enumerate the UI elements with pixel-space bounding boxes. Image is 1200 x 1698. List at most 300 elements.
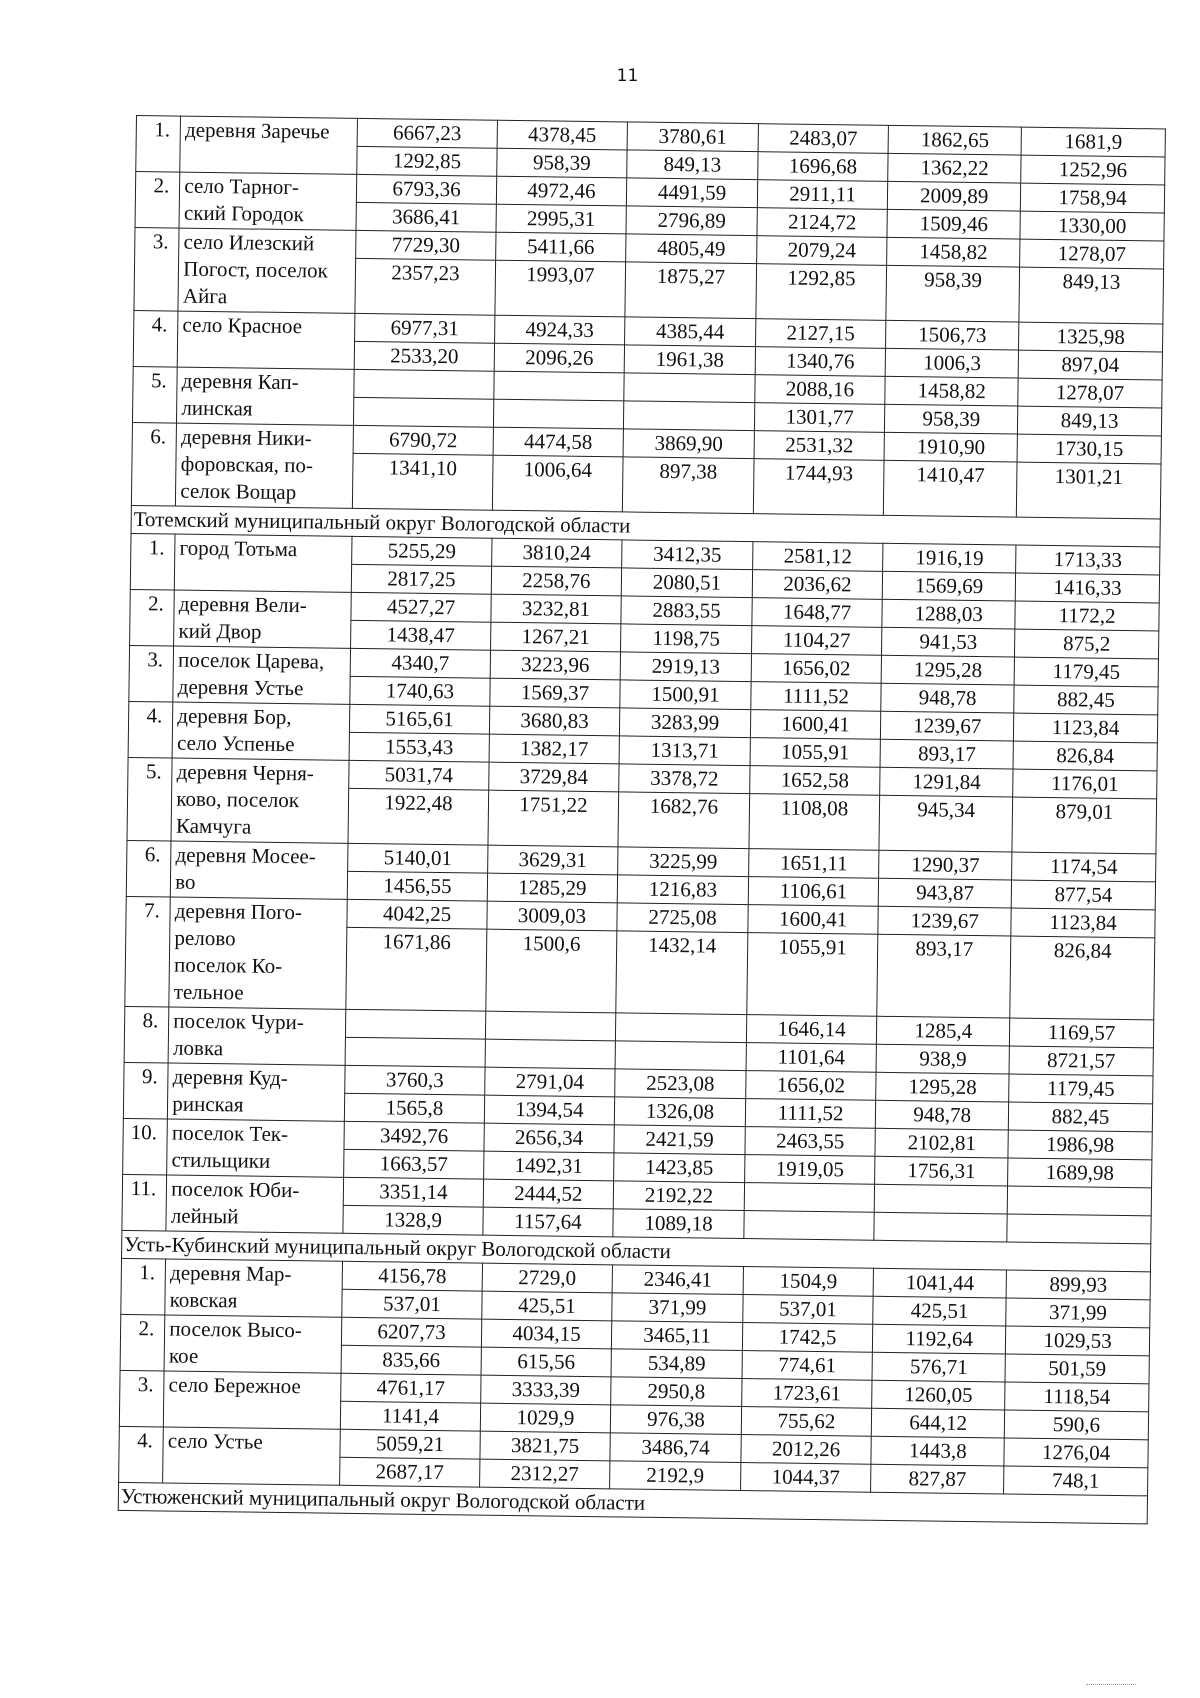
value-cell: 1438,47 xyxy=(351,620,491,650)
value-cell: 3686,41 xyxy=(356,202,496,232)
value-cell: 1492,31 xyxy=(483,1151,614,1181)
value-cell: 3821,75 xyxy=(480,1431,611,1461)
value-cell: 5059,21 xyxy=(340,1429,480,1459)
value-cell: 774,61 xyxy=(742,1351,873,1381)
value-cell: 1041,44 xyxy=(873,1268,1006,1298)
value-cell: 1756,31 xyxy=(875,1156,1008,1186)
value-cell xyxy=(624,373,755,403)
value-cell: 958,39 xyxy=(496,148,627,178)
row-number: 10. xyxy=(123,1118,168,1175)
value-cell: 897,04 xyxy=(1018,350,1162,380)
value-cell: 4034,15 xyxy=(481,1319,612,1349)
value-cell: 371,99 xyxy=(612,1293,743,1323)
settlement-name: село Илезский Погост, поселок Айга xyxy=(178,228,356,313)
value-cell: 897,38 xyxy=(623,457,754,514)
value-cell: 1713,33 xyxy=(1016,545,1160,575)
settlement-name: деревня Вели- кий Двор xyxy=(174,590,352,648)
value-cell: 976,38 xyxy=(611,1405,742,1435)
settlement-name: деревня Ники- форовская, по- селок Вощар xyxy=(176,423,354,508)
value-cell: 6790,72 xyxy=(353,425,493,455)
value-cell: 1922,48 xyxy=(348,788,488,845)
row-number: 4. xyxy=(133,310,178,367)
value-cell: 5165,61 xyxy=(350,704,490,734)
value-cell: 2883,55 xyxy=(621,596,752,626)
value-cell: 1089,18 xyxy=(613,1209,744,1239)
value-cell: 1278,07 xyxy=(1018,378,1162,408)
value-cell: 1723,61 xyxy=(741,1379,872,1409)
row-number: 6. xyxy=(131,422,176,506)
value-cell: 6977,31 xyxy=(355,313,495,343)
value-cell: 748,1 xyxy=(1004,1466,1148,1496)
value-cell xyxy=(1007,1214,1151,1244)
value-cell: 2995,31 xyxy=(496,204,627,234)
value-cell: 2911,11 xyxy=(757,180,888,210)
value-cell xyxy=(354,397,494,427)
value-cell: 827,87 xyxy=(871,1464,1004,1494)
value-cell: 4761,17 xyxy=(341,1373,481,1403)
value-cell: 1919,05 xyxy=(744,1155,875,1185)
value-cell: 6793,36 xyxy=(357,174,497,204)
value-cell: 2533,20 xyxy=(354,341,494,371)
value-cell: 1681,9 xyxy=(1021,127,1165,157)
value-cell: 1509,46 xyxy=(887,209,1020,239)
value-cell xyxy=(354,369,494,399)
value-cell: 1432,14 xyxy=(616,931,748,1015)
value-cell xyxy=(616,1013,747,1043)
value-cell: 1648,77 xyxy=(752,598,883,628)
row-number: 6. xyxy=(126,840,171,897)
value-cell: 1656,02 xyxy=(751,654,882,684)
value-cell: 2531,32 xyxy=(754,431,885,461)
value-cell: 537,01 xyxy=(743,1295,874,1325)
value-cell: 2463,55 xyxy=(745,1127,876,1157)
row-number: 5. xyxy=(127,757,172,841)
value-cell: 1328,9 xyxy=(343,1205,483,1235)
page-number: 11 xyxy=(616,66,639,86)
value-cell: 1326,08 xyxy=(615,1097,746,1127)
tariff-table xyxy=(118,115,1166,1524)
value-cell: 1176,01 xyxy=(1013,769,1157,799)
value-cell: 1394,54 xyxy=(484,1095,615,1125)
value-cell: 2009,89 xyxy=(888,181,1021,211)
value-cell: 3810,24 xyxy=(491,538,622,568)
row-number: 1. xyxy=(121,1258,166,1315)
value-cell: 1291,84 xyxy=(880,767,1013,797)
value-cell: 1730,15 xyxy=(1017,434,1161,464)
value-cell: 1301,21 xyxy=(1016,462,1161,519)
value-cell: 2080,51 xyxy=(621,568,752,598)
value-cell: 893,17 xyxy=(880,739,1013,769)
value-cell: 1006,64 xyxy=(492,455,623,512)
value-cell: 2950,8 xyxy=(611,1377,742,1407)
value-cell: 1055,91 xyxy=(747,933,879,1017)
value-cell: 1652,58 xyxy=(749,766,880,796)
value-cell: 882,45 xyxy=(1014,685,1158,715)
value-cell xyxy=(624,401,755,431)
value-cell: 1055,91 xyxy=(750,738,881,768)
value-cell: 1875,27 xyxy=(625,262,756,319)
row-number: 8. xyxy=(124,1006,169,1063)
row-number: 2. xyxy=(130,589,175,646)
value-cell: 1569,37 xyxy=(489,678,620,708)
value-cell: 4972,46 xyxy=(496,176,627,206)
value-cell xyxy=(346,1009,486,1039)
value-cell: 1295,28 xyxy=(881,655,1014,685)
value-cell: 2124,72 xyxy=(757,208,888,238)
value-cell: 1504,9 xyxy=(743,1267,874,1297)
value-cell: 5411,66 xyxy=(495,232,626,262)
value-cell: 1141,4 xyxy=(341,1401,481,1431)
value-cell: 1252,96 xyxy=(1021,155,1165,185)
value-cell: 3378,72 xyxy=(619,764,750,794)
value-cell: 1290,37 xyxy=(879,850,1012,880)
settlement-name: поселок Юби- лейный xyxy=(166,1175,344,1233)
value-cell: 3009,03 xyxy=(487,901,618,931)
value-cell: 849,13 xyxy=(1019,267,1164,324)
value-cell xyxy=(875,1184,1008,1214)
value-cell xyxy=(615,1041,746,1071)
value-cell: 1689,98 xyxy=(1008,1158,1152,1188)
section-title: Устюженский муниципальный округ Вологодской области xyxy=(118,1482,1147,1523)
row-number: 3. xyxy=(119,1370,164,1427)
value-cell: 4156,78 xyxy=(342,1261,482,1291)
value-cell: 1104,27 xyxy=(751,626,882,656)
value-cell: 8721,57 xyxy=(1009,1046,1153,1076)
value-cell: 576,71 xyxy=(872,1352,1005,1382)
value-cell: 1313,71 xyxy=(619,736,750,766)
value-cell: 2817,25 xyxy=(352,564,492,594)
value-cell: 1111,52 xyxy=(745,1099,876,1129)
value-cell: 1340,76 xyxy=(755,347,886,377)
value-cell xyxy=(485,1011,616,1041)
value-cell: 1123,84 xyxy=(1011,908,1155,938)
value-cell: 1500,91 xyxy=(620,680,751,710)
value-cell: 1179,45 xyxy=(1009,1074,1153,1104)
value-cell: 1506,73 xyxy=(886,320,1019,350)
settlement-name: город Тотьма xyxy=(175,534,353,592)
settlement-name: село Тарног- ский Городок xyxy=(179,172,357,230)
value-cell: 1174,54 xyxy=(1012,852,1156,882)
value-cell xyxy=(744,1183,875,1213)
value-cell: 1382,17 xyxy=(489,734,620,764)
value-cell: 1267,21 xyxy=(490,622,621,652)
value-cell: 1458,82 xyxy=(887,237,1020,267)
value-cell: 1565,8 xyxy=(345,1093,485,1123)
value-cell: 1751,22 xyxy=(488,790,619,847)
value-cell: 943,87 xyxy=(879,878,1012,908)
value-cell: 1362,22 xyxy=(888,153,1021,183)
settlement-name: деревня Пого- релово поселок Ко- тельное xyxy=(169,897,347,1009)
value-cell: 1239,67 xyxy=(881,711,1014,741)
row-number: 4. xyxy=(128,701,173,758)
row-number: 1. xyxy=(136,116,181,173)
value-cell: 615,56 xyxy=(481,1347,612,1377)
value-cell: 4527,27 xyxy=(351,592,491,622)
row-number: 4. xyxy=(119,1426,164,1483)
value-cell: 1682,76 xyxy=(618,792,749,849)
value-cell: 2079,24 xyxy=(756,236,887,266)
value-cell: 3780,61 xyxy=(627,122,758,152)
row-number: 5. xyxy=(132,366,177,423)
value-cell: 537,01 xyxy=(342,1289,482,1319)
value-cell: 1157,64 xyxy=(483,1207,614,1237)
row-number: 2. xyxy=(135,172,180,229)
value-cell: 3351,14 xyxy=(344,1177,484,1207)
value-cell: 371,99 xyxy=(1006,1298,1150,1328)
value-cell: 2656,34 xyxy=(484,1123,615,1153)
value-cell: 1646,14 xyxy=(746,1015,877,1045)
value-cell: 1239,67 xyxy=(878,906,1011,936)
value-cell: 1569,69 xyxy=(883,571,1016,601)
value-cell: 2088,16 xyxy=(755,375,886,405)
row-number: 3. xyxy=(134,227,179,311)
value-cell: 879,01 xyxy=(1012,797,1157,854)
value-cell: 1330,00 xyxy=(1020,211,1164,241)
value-cell: 849,13 xyxy=(1017,406,1161,436)
settlement-name: село Устье xyxy=(163,1427,341,1485)
settlement-name: деревня Куд- ринская xyxy=(168,1063,346,1121)
value-cell: 3869,90 xyxy=(623,429,754,459)
row-number: 2. xyxy=(120,1314,165,1371)
value-cell: 826,84 xyxy=(1013,741,1157,771)
row-number: 11. xyxy=(122,1174,167,1231)
value-cell: 2687,17 xyxy=(340,1457,480,1487)
value-cell: 2729,0 xyxy=(482,1263,613,1293)
value-cell: 882,45 xyxy=(1008,1102,1152,1132)
value-cell: 1216,83 xyxy=(617,875,748,905)
value-cell: 1006,3 xyxy=(885,348,1018,378)
value-cell: 941,53 xyxy=(882,627,1015,657)
value-cell: 1111,52 xyxy=(751,682,882,712)
value-cell: 1961,38 xyxy=(624,345,755,375)
value-cell: 948,78 xyxy=(881,683,1014,713)
value-cell: 1295,28 xyxy=(876,1072,1009,1102)
value-cell: 755,62 xyxy=(741,1407,872,1437)
value-cell: 877,54 xyxy=(1011,880,1155,910)
settlement-name: поселок Высо- кое xyxy=(164,1315,342,1373)
value-cell: 1651,11 xyxy=(748,849,879,879)
value-cell: 835,66 xyxy=(341,1345,481,1375)
value-cell: 4491,59 xyxy=(627,178,758,208)
value-cell: 2725,08 xyxy=(617,903,748,933)
value-cell: 849,13 xyxy=(627,150,758,180)
value-cell: 3729,84 xyxy=(488,762,619,792)
value-cell: 5031,74 xyxy=(349,760,489,790)
value-cell: 1410,47 xyxy=(884,460,1017,517)
value-cell: 2192,9 xyxy=(610,1461,741,1491)
value-cell: 3492,76 xyxy=(344,1121,484,1151)
value-cell: 2102,81 xyxy=(875,1128,1008,1158)
value-cell: 958,39 xyxy=(885,404,1018,434)
value-cell: 1029,9 xyxy=(480,1403,611,1433)
value-cell: 1663,57 xyxy=(344,1149,484,1179)
value-cell: 4378,45 xyxy=(497,120,628,150)
value-cell: 590,6 xyxy=(1004,1410,1148,1440)
value-cell: 4042,25 xyxy=(347,899,487,929)
settlement-name: деревня Кап- линская xyxy=(177,367,355,425)
value-cell: 893,17 xyxy=(877,934,1011,1018)
value-cell: 1740,63 xyxy=(350,676,490,706)
value-cell: 3225,99 xyxy=(618,847,749,877)
value-cell: 875,2 xyxy=(1015,629,1159,659)
value-cell: 6207,73 xyxy=(342,1317,482,1347)
value-cell: 7729,30 xyxy=(356,230,496,260)
settlement-name: деревня Мосее- во xyxy=(171,841,349,899)
value-cell: 3223,96 xyxy=(490,650,621,680)
value-cell: 3680,83 xyxy=(489,706,620,736)
value-cell: 2127,15 xyxy=(755,319,886,349)
settlement-name: село Бережное xyxy=(164,1371,342,1429)
value-cell: 425,51 xyxy=(481,1291,612,1321)
value-cell: 1169,57 xyxy=(1009,1018,1153,1048)
value-cell: 1744,93 xyxy=(753,459,884,516)
value-cell: 1192,64 xyxy=(873,1324,1006,1354)
value-cell: 4385,44 xyxy=(625,317,756,347)
value-cell: 938,9 xyxy=(876,1044,1009,1074)
value-cell: 2036,62 xyxy=(752,570,883,600)
value-cell: 1456,55 xyxy=(348,871,488,901)
scan-mark xyxy=(1086,1684,1136,1698)
value-cell: 1341,10 xyxy=(353,453,493,510)
value-cell: 4474,58 xyxy=(493,427,624,457)
value-cell: 2421,59 xyxy=(614,1125,745,1155)
settlement-name: деревня Черня- ково, поселок Камчуга xyxy=(171,758,349,843)
settlement-name: деревня Мар- ковская xyxy=(165,1259,343,1317)
value-cell: 2192,22 xyxy=(613,1181,744,1211)
row-number: 3. xyxy=(129,645,174,702)
value-cell: 2096,26 xyxy=(494,343,625,373)
value-cell: 958,39 xyxy=(886,265,1019,322)
value-cell: 1671,86 xyxy=(346,927,486,1011)
value-cell: 501,59 xyxy=(1005,1354,1149,1384)
value-cell: 1044,37 xyxy=(740,1463,871,1493)
value-cell: 6667,23 xyxy=(357,118,497,148)
row-number: 9. xyxy=(123,1062,168,1119)
value-cell: 2919,13 xyxy=(620,652,751,682)
value-cell xyxy=(493,371,624,401)
value-cell: 4924,33 xyxy=(494,315,625,345)
value-cell: 5255,29 xyxy=(352,536,492,566)
value-cell: 2483,07 xyxy=(758,124,889,154)
value-cell xyxy=(485,1039,616,1069)
value-cell: 1696,68 xyxy=(757,152,888,182)
value-cell: 826,84 xyxy=(1010,936,1155,1020)
value-cell: 1656,02 xyxy=(745,1071,876,1101)
value-cell: 899,93 xyxy=(1006,1270,1150,1300)
value-cell: 1029,53 xyxy=(1005,1326,1149,1356)
value-cell: 1172,2 xyxy=(1015,601,1159,631)
value-cell: 4805,49 xyxy=(626,234,757,264)
value-cell: 3232,81 xyxy=(491,594,622,624)
value-cell: 2796,89 xyxy=(626,206,757,236)
value-cell: 2312,27 xyxy=(479,1459,610,1489)
value-cell: 1301,77 xyxy=(754,403,885,433)
value-cell: 2346,41 xyxy=(612,1265,743,1295)
row-number: 7. xyxy=(125,896,171,1007)
value-cell: 1458,82 xyxy=(885,376,1018,406)
value-cell: 1285,29 xyxy=(487,873,618,903)
value-cell: 2444,52 xyxy=(483,1179,614,1209)
value-cell: 5140,01 xyxy=(348,843,488,873)
settlement-name: поселок Чури- ловка xyxy=(168,1007,346,1065)
value-cell: 1916,19 xyxy=(883,543,1016,573)
settlement-name: село Красное xyxy=(177,311,355,369)
value-cell: 1993,07 xyxy=(495,260,626,317)
value-cell: 2581,12 xyxy=(752,542,883,572)
value-cell: 2357,23 xyxy=(355,258,495,315)
value-cell: 1288,03 xyxy=(882,599,1015,629)
value-cell: 3629,31 xyxy=(487,845,618,875)
value-cell: 1276,04 xyxy=(1004,1438,1148,1468)
value-cell: 1416,33 xyxy=(1015,573,1159,603)
value-cell: 1108,08 xyxy=(749,794,880,851)
value-cell: 1758,94 xyxy=(1020,183,1164,213)
value-cell: 1553,43 xyxy=(349,732,489,762)
settlement-name: поселок Царева, деревня Устье xyxy=(173,646,351,704)
value-cell: 3465,11 xyxy=(612,1321,743,1351)
section-title: Тотемский муниципальный округ Вологодской области xyxy=(131,505,1160,546)
value-cell: 1118,54 xyxy=(1005,1382,1149,1412)
value-cell: 4340,7 xyxy=(350,648,490,678)
value-cell: 644,12 xyxy=(872,1408,1005,1438)
value-cell xyxy=(1007,1186,1151,1216)
value-cell xyxy=(493,399,624,429)
settlement-name: поселок Тек- стильщики xyxy=(167,1119,345,1177)
value-cell: 1986,98 xyxy=(1008,1130,1152,1160)
value-cell: 3486,74 xyxy=(610,1433,741,1463)
value-cell: 1423,85 xyxy=(614,1153,745,1183)
value-cell: 1600,41 xyxy=(748,905,879,935)
value-cell: 1278,07 xyxy=(1020,239,1164,269)
value-cell: 1910,90 xyxy=(884,432,1017,462)
value-cell: 425,51 xyxy=(873,1296,1006,1326)
value-cell: 2791,04 xyxy=(484,1067,615,1097)
value-cell: 1198,75 xyxy=(621,624,752,654)
value-cell: 3412,35 xyxy=(622,540,753,570)
value-cell xyxy=(345,1037,485,1067)
value-cell: 1292,85 xyxy=(357,146,497,176)
value-cell: 2258,76 xyxy=(491,566,622,596)
value-cell: 1500,6 xyxy=(485,929,617,1013)
value-cell: 1600,41 xyxy=(750,710,881,740)
value-cell: 3283,99 xyxy=(620,708,751,738)
settlement-name: деревня Бор, село Успенье xyxy=(172,702,350,760)
value-cell: 1292,85 xyxy=(756,264,887,321)
value-cell: 1123,84 xyxy=(1013,713,1157,743)
value-cell: 2523,08 xyxy=(615,1069,746,1099)
value-cell: 2012,26 xyxy=(741,1435,872,1465)
value-cell xyxy=(744,1211,875,1241)
row-number: 1. xyxy=(130,533,175,590)
value-cell: 1325,98 xyxy=(1019,322,1163,352)
settlement-name: деревня Заречье xyxy=(180,116,358,174)
value-cell: 1862,65 xyxy=(888,125,1021,155)
value-cell xyxy=(874,1212,1007,1242)
value-cell: 3333,39 xyxy=(480,1375,611,1405)
value-cell: 1106,61 xyxy=(748,877,879,907)
value-cell: 534,89 xyxy=(611,1349,742,1379)
value-cell: 1179,45 xyxy=(1014,657,1158,687)
value-cell: 1742,5 xyxy=(742,1323,873,1353)
value-cell: 1285,4 xyxy=(877,1016,1010,1046)
value-cell: 3760,3 xyxy=(345,1065,485,1095)
value-cell: 1260,05 xyxy=(872,1380,1005,1410)
value-cell: 948,78 xyxy=(876,1100,1009,1130)
value-cell: 1443,8 xyxy=(871,1436,1004,1466)
value-cell: 945,34 xyxy=(879,795,1012,852)
value-cell: 1101,64 xyxy=(746,1043,877,1073)
section-title: Усть-Кубинский муниципальный округ Вологодской области xyxy=(122,1230,1151,1271)
